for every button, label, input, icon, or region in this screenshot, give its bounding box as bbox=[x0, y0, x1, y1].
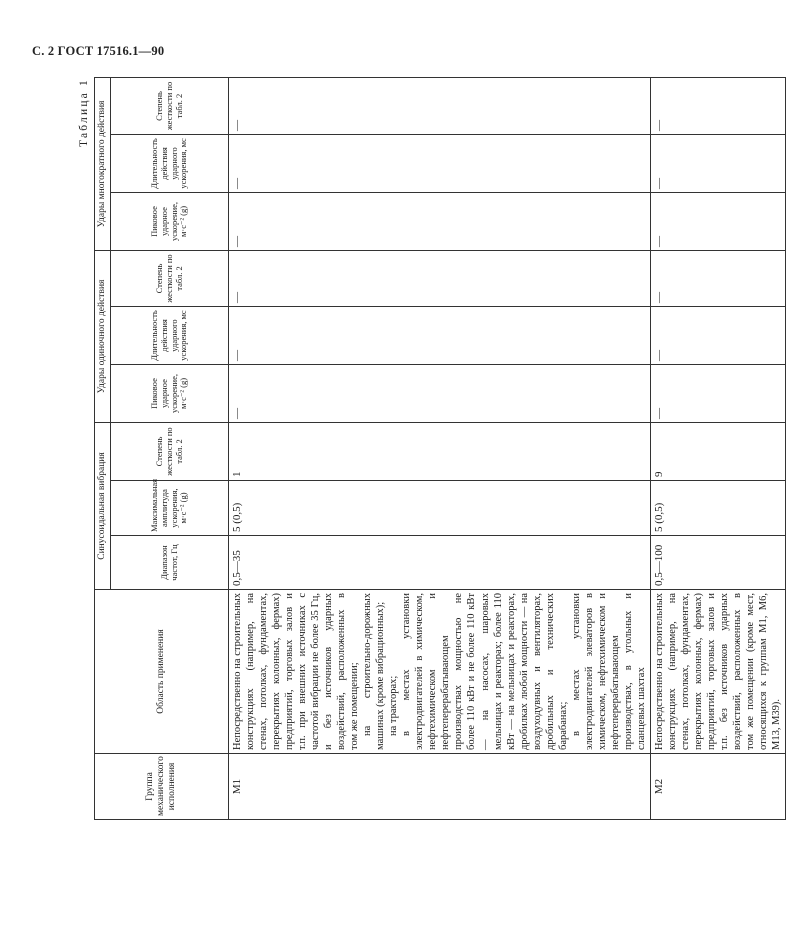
cell-duration-single: — bbox=[229, 307, 651, 365]
header-peak-multi: Пиковое ударное ускорение, м·с⁻² (g) bbox=[111, 192, 229, 250]
header-area: Область применения bbox=[95, 590, 229, 754]
table-row bbox=[650, 77, 785, 819]
cell-freq: 0,5—100 bbox=[650, 536, 785, 590]
cell-peak-single: — bbox=[229, 365, 651, 423]
cell-sev-single: — bbox=[650, 250, 785, 306]
cell-sev-single: — bbox=[229, 250, 651, 306]
description-paragraph: в местах установки электродвигателей в химическом, нефтехимическом и нефтеперерабатывающем производствах мощностью не более 110 кВт и не более 110 кВт — на насосах, шаровых мельницах и реакторах; более 110 кВт — на мельницах и реакторах, дробилках любой мощности — на воздуходувных и вентиляторах, дробильных и технических барабанах; bbox=[401, 593, 569, 750]
cell-amp: 5 (0,5) bbox=[229, 481, 651, 536]
cell-duration-multi: — bbox=[650, 134, 785, 192]
cell-peak-single: — bbox=[650, 365, 785, 423]
cell-sev-vib: 9 bbox=[650, 423, 785, 481]
row-description bbox=[229, 590, 651, 754]
page-header: С. 2 ГОСТ 17516.1—90 bbox=[32, 44, 165, 58]
standards-table bbox=[94, 77, 786, 820]
cell-duration-single: — bbox=[650, 307, 785, 365]
header-peak-single: Пиковое ударное ускорение, м·с⁻² (g) bbox=[111, 365, 229, 423]
row-group: М1 bbox=[229, 754, 651, 820]
cell-amp: 5 (0,5) bbox=[650, 481, 785, 536]
header-severity-vib: Степень жесткости по табл. 2 bbox=[111, 423, 229, 481]
header-single: Удары одиночного действия bbox=[95, 250, 111, 422]
header-severity-multi: Степень жесткости по табл. 2 bbox=[111, 77, 229, 134]
description-paragraph: на строительно-дорожных машинах (кроме вибрационных); bbox=[362, 593, 387, 750]
cell-freq: 0,5—35 bbox=[229, 536, 651, 590]
table-row bbox=[229, 77, 651, 819]
cell-duration-multi: — bbox=[229, 134, 651, 192]
header-max-amp: Максимальная амплитуда ускорения, м·с⁻² (g) bbox=[111, 481, 229, 536]
header-duration-multi: Длительность действия ударного ускорения, мс bbox=[111, 134, 229, 192]
cell-sev-multi: — bbox=[650, 77, 785, 134]
cell-peak-multi: — bbox=[650, 192, 785, 250]
cell-sev-vib: 1 bbox=[229, 423, 651, 481]
cell-sev-multi: — bbox=[229, 77, 651, 134]
cell-peak-multi: — bbox=[229, 192, 651, 250]
header-severity-single: Степень жесткости по табл. 2 bbox=[111, 250, 229, 306]
description-paragraph: Непосредственно на строительных конструкциях (например, на стенах, потолках, фундаментах, перекрытиях колонных, фермах) предприятий, торговых залов и т.п. без источников ударных воздействий, расположенных в том же помещении (кроме мест, относящихся к группам М1, М6, М13, М39). bbox=[653, 593, 782, 750]
table-caption: Таблица 1 bbox=[78, 78, 90, 147]
row-description bbox=[650, 590, 785, 754]
header-duration-single: Длительность действия ударного ускорения, мс bbox=[111, 307, 229, 365]
row-group: М2 bbox=[650, 754, 785, 820]
description-paragraph: в местах установки электродвигателей элеваторов в химическом, нефтехимическом и нефтеперерабатывающем производствах, в угольных и сланцевых шахтах bbox=[570, 593, 647, 750]
description-paragraph: на тракторах; bbox=[388, 675, 400, 736]
header-multiple: Удары многократного действия bbox=[95, 77, 111, 250]
header-sinus: Синусоидальная вибрация bbox=[95, 423, 111, 590]
header-group: Группа механического исполнения bbox=[95, 754, 229, 820]
rotated-table-block bbox=[78, 78, 782, 820]
header-freq-range: Диапазон частот, Гц bbox=[111, 536, 229, 590]
description-paragraph: Непосредственно на строительных конструкциях (например, на стенах, потолках, фундаментах, перекрытиях колонных, фермах) предприятий, торговых залов и т.п. при внешних источниках с частотой вибрации не более 35 Гц, и без источников ударных воздействий, расположенных в том же помещении; bbox=[232, 593, 361, 750]
